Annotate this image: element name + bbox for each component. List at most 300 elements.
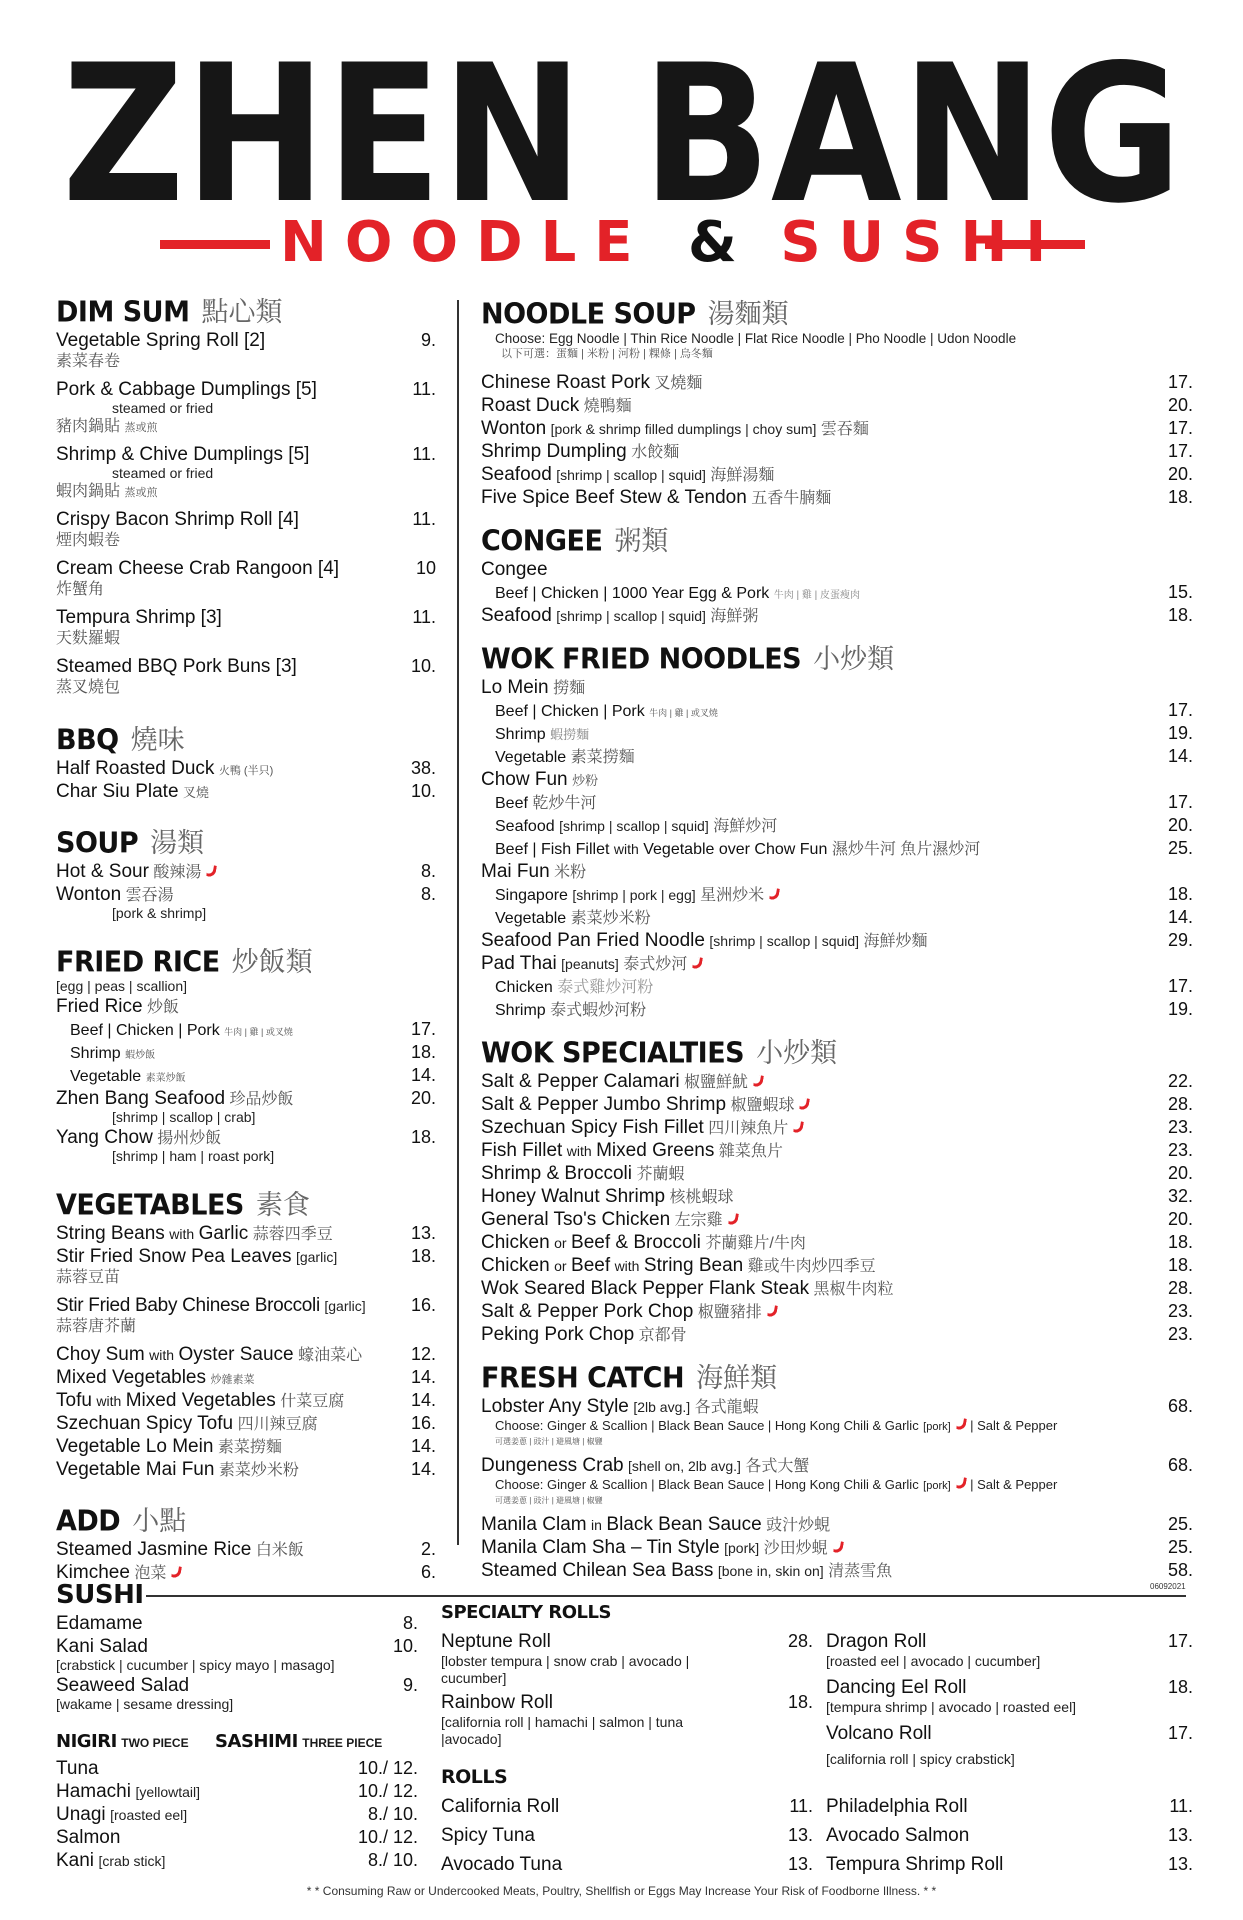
menu-item: [56, 1064, 436, 1087]
item-price: 18.: [1167, 605, 1193, 625]
sushi-left: [56, 1612, 418, 1872]
section-title-en: FRESH CATCH: [481, 1362, 685, 1395]
choose-tag: [pork]: [923, 1480, 951, 1492]
menu-item: [481, 1116, 1193, 1139]
menu-item: [481, 745, 1193, 768]
section-title-en: WOK SPECIALTIES: [481, 1037, 745, 1070]
item-name-zh: 蒸叉燒包: [56, 679, 121, 696]
item-price: 32.: [1167, 1186, 1193, 1206]
section-add: [56, 1499, 436, 1584]
item-name: Shrimp: [495, 1002, 546, 1019]
item-price: 68.: [1167, 1455, 1193, 1475]
item-price: 28.: [1167, 1094, 1193, 1114]
item-name: Beef: [495, 795, 528, 812]
item-name: Pork & Cabbage Dumplings [5]: [56, 379, 317, 400]
item-price: 11.: [412, 607, 436, 627]
item-name-zh: 火鴨 (半只): [218, 765, 274, 777]
item-name: Tempura Shrimp Roll: [826, 1854, 1004, 1875]
choose-end: | Salt & Pepper: [970, 1418, 1058, 1433]
item-name-b: Mixed Greens: [596, 1140, 715, 1161]
item-name-zh: 叉燒麵: [654, 375, 703, 392]
item-price: 23.: [1167, 1140, 1193, 1160]
menu-item: [56, 655, 436, 700]
item-tag: [peanuts]: [561, 956, 619, 972]
item-name: Kani: [56, 1850, 95, 1871]
item-name-zh: 牛肉 | 雞 | 或叉燒: [649, 708, 718, 718]
item-price: 23.: [1167, 1324, 1193, 1344]
section-title-zh: 小炒類: [813, 644, 895, 674]
item-name-zh: 珍品炒飯: [229, 1091, 294, 1108]
item-name-zh: 素菜撈麵: [217, 1439, 282, 1456]
disclaimer: * * Consuming Raw or Undercooked Meats, Poultry, Shellfish or Eggs May Increase Your Risk of Foodborne Illness. * *: [306, 1884, 937, 1898]
item-price: 13.: [410, 1223, 436, 1243]
menu-item: [56, 1538, 436, 1561]
item-name: Shrimp Dumpling: [481, 441, 627, 462]
item-price: 10: [415, 558, 436, 578]
section-title-en: SPECIALTY ROLLS: [441, 1602, 611, 1623]
item-price: 11.: [412, 509, 436, 529]
item-name-zh: 揚州炒飯: [157, 1130, 222, 1147]
item-connector: with: [96, 1393, 122, 1409]
item-price: 18.: [1167, 1255, 1193, 1275]
item-name-b: Black Bean Sauce: [606, 1514, 762, 1535]
menu-item: [56, 1780, 418, 1803]
menu-item: [56, 1343, 436, 1366]
item-name: Crispy Bacon Shrimp Roll [4]: [56, 509, 299, 530]
menu-item: [826, 1825, 1193, 1854]
item-name: Five Spice Beef Stew & Tendon: [481, 487, 747, 508]
group-name: Mai Fun: [481, 861, 550, 882]
section-bbq: [56, 718, 436, 803]
item-name-zh: 素菜炒米粉: [570, 910, 651, 927]
item-name: Vegetable Lo Mein: [56, 1436, 214, 1457]
item-name: Seafood Pan Fried Noodle: [481, 930, 705, 951]
item-price: 13.: [787, 1854, 813, 1874]
item-note: [lobster tempura | snow crab | avocado | cucumber]: [441, 1653, 690, 1686]
item-name-zh: 五香牛腩麵: [751, 490, 832, 507]
item-note: [wakame | sesame dressing]: [56, 1696, 234, 1712]
nigiri-title: NIGIRI: [56, 1731, 117, 1752]
rolls-left: [441, 1796, 813, 1883]
item-name-zh: 什菜豆腐: [280, 1393, 345, 1410]
item-price: 25.: [1167, 1514, 1193, 1534]
item-name: Beef | Chicken | Pork: [70, 1022, 220, 1039]
chili-icon: [956, 1417, 967, 1430]
item-price: 18.: [1167, 487, 1193, 507]
menu-item: [481, 1208, 1193, 1231]
menu-item: [56, 757, 436, 780]
menu-item: [481, 929, 1193, 952]
section-title-zh: 小炒類: [756, 1038, 838, 1068]
menu-item: [481, 1454, 1193, 1507]
item-price: 17.: [1167, 441, 1193, 461]
menu-item: [481, 581, 1193, 604]
menu-item: [481, 906, 1193, 929]
item-price: 16.: [410, 1295, 436, 1315]
item-name-zh: 水餃麵: [631, 444, 680, 461]
item-name: Steamed BBQ Pork Buns [3]: [56, 656, 297, 677]
item-name: Szechuan Spicy Fish Fillet: [481, 1117, 704, 1138]
item-name: Wok Seared Black Pepper Flank Steak: [481, 1278, 810, 1299]
group-name: Fried Rice: [56, 996, 143, 1017]
item-price: 17.: [410, 1019, 436, 1039]
section-title: [481, 1031, 1193, 1070]
item-name-b: Beef: [571, 1255, 611, 1276]
item-name: Zhen Bang Seafood: [56, 1088, 226, 1109]
brand-rule-left: [160, 240, 270, 249]
item-price: 10.: [410, 656, 436, 676]
item-name-b: Beef & Broccoli: [571, 1232, 701, 1253]
item-name: Tempura Shrimp [3]: [56, 607, 222, 628]
item-name-zh: 牛肉 | 雞 | 皮蛋瘦肉: [773, 590, 861, 601]
choose-note-zh: 可選姜蔥 | 豉汁 | 避風塘 | 椒鹽: [495, 1437, 603, 1446]
item-tag: [crab stick]: [98, 1853, 166, 1869]
item-name-zh: 素菜炒飯: [145, 1073, 186, 1084]
choose-tag: [pork]: [923, 1421, 951, 1433]
section-title-en: FRIED RICE: [56, 946, 220, 979]
section-title-en: CONGEE: [481, 525, 603, 558]
menu-item: [481, 699, 1193, 722]
item-connector: or: [554, 1258, 567, 1274]
item-connector: in: [591, 1517, 602, 1533]
item-price: 12.: [410, 1344, 436, 1364]
item-price: 15.: [1167, 582, 1193, 602]
item-note: [roasted eel | avocado | cucumber]: [826, 1653, 1041, 1669]
menu-item: [56, 1366, 436, 1389]
item-name: Volcano Roll: [826, 1723, 932, 1744]
item-name: Chicken: [481, 1232, 550, 1253]
item-name-zh: 蒜蓉唐芥蘭: [56, 1318, 137, 1335]
group-name-zh: 米粉: [554, 864, 587, 881]
item-name: Szechuan Spicy Tofu: [56, 1413, 234, 1434]
item-name-zh: 蒜蓉四季豆: [252, 1226, 333, 1243]
item-price: 8./ 10.: [367, 1804, 418, 1824]
section-title: [481, 1356, 1193, 1395]
menu-item: [56, 1222, 436, 1245]
item-name: Beef | Fish Fillet: [495, 841, 610, 858]
menu-item: [481, 440, 1193, 463]
item-name: Half Roasted Duck: [56, 758, 215, 779]
chili-icon: [753, 1074, 764, 1087]
item-price: 25.: [1167, 1537, 1193, 1557]
item-name: Manila Clam Sha – Tin Style: [481, 1537, 720, 1558]
section-soup: [56, 821, 436, 922]
item-price: 19.: [1167, 723, 1193, 743]
section-title: [481, 637, 1193, 676]
section-title-zh: 湯類: [150, 828, 205, 858]
item-price: 17.: [1167, 1631, 1193, 1651]
brand-logo: [60, 40, 1185, 220]
item-name-zh: 海鮮炒河: [713, 818, 778, 835]
item-name-zh: 雞或牛肉炒四季豆: [747, 1258, 876, 1275]
item-price: 10./ 12.: [357, 1781, 418, 1801]
item-price: 8.: [420, 861, 436, 881]
item-price: 20.: [1167, 395, 1193, 415]
item-name-zh: 星洲炒米: [700, 887, 765, 904]
item-price: 14.: [410, 1065, 436, 1085]
item-name: Steamed Chilean Sea Bass: [481, 1560, 714, 1581]
chili-icon: [692, 956, 703, 969]
item-connector: with: [614, 1258, 640, 1274]
menu-item: [56, 1389, 436, 1412]
chili-icon: [956, 1476, 967, 1489]
section-title-en: ADD: [56, 1505, 121, 1538]
menu-item: [56, 508, 436, 553]
item-name-zh: 沙田炒蜆: [763, 1540, 828, 1557]
menu-item: [441, 1854, 813, 1883]
menu-item: [56, 1612, 418, 1635]
item-price: 11.: [412, 444, 436, 464]
item-price: 23.: [1167, 1301, 1193, 1321]
item-price: 14.: [410, 1459, 436, 1479]
item-name: Tuna: [56, 1758, 99, 1779]
item-connector: with: [169, 1226, 195, 1242]
menu-item: [441, 1691, 813, 1714]
item-name: Chinese Roast Pork: [481, 372, 650, 393]
menu-item: [481, 814, 1193, 837]
item-price: 20.: [410, 1088, 436, 1108]
menu-item: [826, 1722, 1193, 1745]
section-title-en: WOK FRIED NOODLES: [481, 643, 802, 676]
group-name: Pad Thai: [481, 953, 557, 974]
item-price: 68.: [1167, 1396, 1193, 1416]
item-name: General Tso's Chicken: [481, 1209, 671, 1230]
sushi-title: [56, 1580, 144, 1610]
choose-end: | Salt & Pepper: [970, 1477, 1058, 1492]
menu-item: [481, 1139, 1193, 1162]
item-tag: [shrimp | scallop | squid]: [709, 933, 860, 949]
item-name: Stir Fried Snow Pea Leaves: [56, 1246, 292, 1267]
item-name: Spicy Tuna: [441, 1825, 535, 1846]
item-name-zh: 各式大蟹: [745, 1458, 810, 1475]
chili-icon: [833, 1540, 844, 1553]
item-connector: or: [554, 1235, 567, 1251]
menu-item: [56, 1435, 436, 1458]
item-name: Shrimp & Broccoli: [481, 1163, 632, 1184]
item-name-zh: 黑椒牛肉粒: [813, 1281, 894, 1298]
item-name: Dungeness Crab: [481, 1455, 624, 1476]
item-name: Honey Walnut Shrimp: [481, 1186, 666, 1207]
item-tag: [roasted eel]: [110, 1807, 188, 1823]
menu-item: [481, 1536, 1193, 1559]
item-name: Chicken: [481, 1255, 550, 1276]
item-name: Wonton: [481, 418, 547, 439]
item-price: 17.: [1167, 792, 1193, 812]
item-tag: [shrimp | scallop | squid]: [559, 818, 709, 834]
item-note: [california roll | spicy crabstick]: [826, 1751, 1015, 1767]
item-price: 13.: [1167, 1825, 1193, 1845]
item-name-zh: 雲吞湯: [125, 887, 174, 904]
group-name-zh: 炒飯: [147, 999, 180, 1016]
menu-item: [56, 1294, 436, 1317]
menu-item: [441, 1796, 813, 1825]
item-price: 18.: [410, 1127, 436, 1147]
menu-item: [56, 557, 436, 602]
item-name: Beef | Chicken | Pork: [495, 703, 645, 720]
specialty-left: [441, 1630, 813, 1748]
item-price: 25.: [1167, 838, 1193, 858]
item-name: Vegetable: [495, 749, 567, 766]
item-name-zh: 蠔油菜心: [298, 1347, 363, 1364]
specialty-right: [826, 1630, 1193, 1768]
menu-item: [481, 1300, 1193, 1323]
item-price: 10./ 12.: [357, 1827, 418, 1847]
section-congee: [481, 519, 1193, 627]
menu-item: [826, 1796, 1193, 1825]
item-price: 14.: [410, 1367, 436, 1387]
menu-item: [826, 1676, 1193, 1699]
choose-note-zh: 可選姜蔥 | 豉汁 | 避風塘 | 椒鹽: [495, 1496, 603, 1505]
item-name-zh: 乾炒牛河: [532, 795, 597, 812]
item-name: String Beans: [56, 1223, 165, 1244]
item-connector: with: [613, 841, 639, 857]
section-title-en: SUSHI: [56, 1580, 144, 1610]
item-connector: with: [149, 1347, 175, 1363]
item-price: 17.: [1167, 1723, 1193, 1743]
item-price: 16.: [410, 1413, 436, 1433]
item-price: 18.: [410, 1246, 436, 1266]
menu-item: [56, 1849, 418, 1872]
menu-item: [56, 1245, 436, 1268]
menu-item: [481, 1395, 1193, 1448]
item-name-zh: 豬肉鍋貼: [56, 418, 121, 435]
section-title-zh: 素食: [255, 1190, 310, 1220]
menu-item: [481, 604, 1193, 627]
left-column: [56, 290, 436, 1602]
item-price: 28.: [787, 1631, 813, 1651]
item-name-zh: 素菜春卷: [56, 353, 121, 370]
item-name-zh: 酸辣湯: [153, 864, 202, 881]
item-name: Beef | Chicken | 1000 Year Egg & Pork: [495, 585, 770, 602]
item-name: Seafood: [481, 605, 552, 626]
menu-item: [56, 1412, 436, 1435]
item-name: Shrimp: [495, 726, 546, 743]
menu-item: [481, 1093, 1193, 1116]
item-price: 19.: [1167, 999, 1193, 1019]
chili-icon: [206, 864, 217, 877]
item-price: 14.: [410, 1390, 436, 1410]
item-price: 29.: [1167, 930, 1193, 950]
item-price: 8./ 10.: [367, 1850, 418, 1870]
menu-item: [56, 1126, 436, 1149]
item-note: [california roll | hamachi | salmon | tuna |avocado]: [441, 1714, 684, 1747]
sushi-rule: [146, 1595, 1186, 1597]
item-name-zh: 豉汁炒蜆: [766, 1517, 831, 1534]
item-name-zh: 雲吞麵: [820, 421, 869, 438]
menu-item: [56, 1087, 436, 1110]
item-price: 13.: [787, 1825, 813, 1845]
item-name-zh: 蝦撈麵: [550, 727, 590, 742]
group-name-zh: 炒粉: [572, 773, 599, 788]
item-name: Choy Sum: [56, 1344, 145, 1365]
menu-item: [56, 1041, 436, 1064]
item-price: 14.: [1167, 907, 1193, 927]
item-name: Seafood: [481, 464, 552, 485]
item-name: Vegetable Mai Fun: [56, 1459, 215, 1480]
section-title-en: SOUP: [56, 827, 139, 860]
item-name-zh: 雜菜魚片: [718, 1143, 783, 1160]
choose-note: Choose: Ginger & Scallion | Black Bean Sauce | Hong Kong Chili & Garlic: [495, 1418, 919, 1433]
item-name: Dancing Eel Roll: [826, 1677, 967, 1698]
group-name-zh: 撈麵: [553, 680, 586, 697]
menu-item: [481, 417, 1193, 440]
item-name-zh: 素菜撈麵: [570, 749, 635, 766]
item-price: 6.: [420, 1562, 436, 1582]
section-title-en: ROLLS: [441, 1766, 508, 1788]
menu-item: [56, 1018, 436, 1041]
item-name: Seafood: [495, 818, 555, 835]
menu-item: [56, 606, 436, 651]
menu-item: [481, 1254, 1193, 1277]
menu-item: [481, 1513, 1193, 1536]
item-name-zh: 炒雜素菜: [210, 1374, 255, 1386]
item-name: Manila Clam: [481, 1514, 587, 1535]
item-name-zh: 四川辣豆腐: [237, 1416, 318, 1433]
menu-item: [481, 883, 1193, 906]
item-name: Yang Chow: [56, 1127, 153, 1148]
item-price: 22.: [1167, 1071, 1193, 1091]
section-wok-fried-noodles: [481, 637, 1193, 1021]
section-title-en: BBQ: [56, 724, 119, 757]
menu-item: [481, 463, 1193, 486]
item-name: Vegetable: [70, 1068, 142, 1085]
item-name-c: String Bean: [643, 1255, 744, 1276]
item-name-zh: 泡菜: [134, 1565, 167, 1582]
item-price: 17.: [1167, 418, 1193, 438]
item-note: [shrimp | scallop | crab]: [112, 1109, 256, 1125]
item-price: 11.: [412, 379, 436, 399]
item-name-zh: 左宗雞: [674, 1212, 723, 1229]
menu-item: [56, 443, 436, 504]
item-tag: [bone in, skin on]: [717, 1563, 824, 1579]
chili-icon: [171, 1565, 182, 1578]
item-name-zh: 椒鹽豬排: [697, 1304, 762, 1321]
item-name-zh: 京都骨: [638, 1327, 687, 1344]
menu-item: [826, 1854, 1193, 1883]
item-name-zh: 牛肉 | 雞 | 或叉燒: [224, 1027, 293, 1037]
menu-item: [481, 486, 1193, 509]
item-name-zh: 清蒸雪魚: [828, 1563, 893, 1580]
item-price: 10.: [410, 781, 436, 801]
item-name: Kani Salad: [56, 1636, 148, 1657]
item-price: 8.: [402, 1613, 418, 1633]
item-name-zh: 煙肉蝦卷: [56, 532, 121, 549]
section-title-zh: 燒味: [130, 725, 185, 755]
item-name-zh: 各式龍蝦: [694, 1399, 759, 1416]
item-price: 10./ 12.: [357, 1758, 418, 1778]
item-name-zh: 海鮮炒麵: [863, 933, 928, 950]
menu-item: [441, 1630, 813, 1653]
menu-item: [481, 1162, 1193, 1185]
item-note: steamed or fried: [112, 465, 214, 481]
specialty-rolls-title: [441, 1602, 611, 1623]
item-tag: [pork & shrimp filled dumplings | choy sum]: [550, 421, 817, 437]
menu-item: [441, 1825, 813, 1854]
group-name: Congee: [481, 559, 548, 580]
column-divider: [457, 300, 459, 1545]
item-price: 18.: [1167, 1677, 1193, 1697]
item-price: 17.: [1167, 372, 1193, 392]
item-name: Peking Pork Chop: [481, 1324, 635, 1345]
item-name-zh: 素菜炒米粉: [218, 1462, 299, 1479]
item-price: 58.: [1167, 1560, 1193, 1580]
section-title: [56, 1499, 436, 1538]
menu-item: [56, 1458, 436, 1481]
group-name: Lo Mein: [481, 677, 549, 698]
item-tag: [garlic]: [324, 1298, 366, 1314]
item-name: Cream Cheese Crab Rangoon [4]: [56, 558, 340, 579]
item-name: Char Siu Plate: [56, 781, 179, 802]
